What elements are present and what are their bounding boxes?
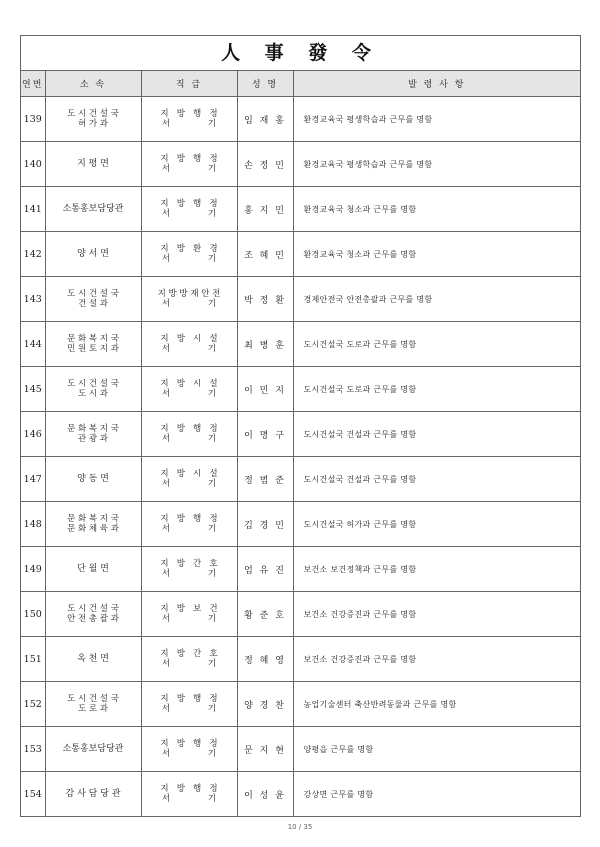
department-line: 도 시 건 설 국 <box>67 379 119 389</box>
department-line: 도 시 건 설 국 <box>67 694 119 704</box>
department-line: 문 화 복 지 국 <box>67 424 119 434</box>
row-order: 보건소 건강증진과 근무를 명함 <box>293 592 580 637</box>
row-rank <box>141 727 237 772</box>
row-order: 도시건설국 도로과 근무를 명함 <box>293 367 580 412</box>
row-department <box>45 277 141 322</box>
department-line: 문 화 체 육 과 <box>67 524 119 534</box>
department-line: 옥 천 면 <box>77 654 109 664</box>
department-line: 도 시 건 설 국 <box>67 109 119 119</box>
row-department <box>45 97 141 142</box>
department-line: 도 로 과 <box>77 704 109 714</box>
row-department <box>45 772 141 817</box>
row-name: 이 민 지 <box>237 367 293 412</box>
department-line: 건 설 과 <box>77 299 109 309</box>
rank-line: 지 방 환 경 <box>160 244 218 254</box>
row-number: 151 <box>21 637 45 682</box>
row-department <box>45 187 141 232</box>
rank-line: 지 방 시 설 <box>160 334 218 344</box>
row-name: 문 지 현 <box>237 727 293 772</box>
row-number: 141 <box>21 187 45 232</box>
row-rank <box>141 637 237 682</box>
rank-line: 지 방 행 정 <box>160 424 218 434</box>
rank-line: 지 방 보 건 <box>160 604 218 614</box>
row-number: 145 <box>21 367 45 412</box>
row-rank <box>141 277 237 322</box>
row-rank <box>141 97 237 142</box>
row-department <box>45 142 141 187</box>
row-department <box>45 547 141 592</box>
rank-line: 서 기 <box>161 524 217 534</box>
table-row <box>21 592 580 637</box>
table-row <box>21 637 580 682</box>
row-number: 139 <box>21 97 45 142</box>
row-rank <box>141 772 237 817</box>
row-rank <box>141 412 237 457</box>
row-number: 152 <box>21 682 45 727</box>
row-order: 경제안전국 안전총괄과 근무를 명함 <box>293 277 580 322</box>
row-rank <box>141 457 237 502</box>
rank-line: 지 방 간 호 <box>160 649 218 659</box>
row-rank <box>141 547 237 592</box>
rank-line: 서 기 <box>161 119 217 129</box>
row-order: 환경교육국 청소과 근무를 명함 <box>293 232 580 277</box>
row-number: 149 <box>21 547 45 592</box>
row-department <box>45 322 141 367</box>
department-line: 안 전 총 괄 과 <box>67 614 119 624</box>
table-row <box>21 727 580 772</box>
row-order: 보건소 건강증진과 근무를 명함 <box>293 637 580 682</box>
rank-line: 서 기 <box>161 659 217 669</box>
row-number: 146 <box>21 412 45 457</box>
row-rank <box>141 322 237 367</box>
rank-line: 서 기 <box>161 614 217 624</box>
row-department <box>45 592 141 637</box>
header-no: 연번 <box>21 71 45 97</box>
row-name: 임 재 홍 <box>237 97 293 142</box>
rank-line: 서 기 <box>161 749 217 759</box>
department-line: 도 시 과 <box>77 389 109 399</box>
row-order: 도시건설국 도로과 근무를 명함 <box>293 322 580 367</box>
row-name: 양 경 찬 <box>237 682 293 727</box>
row-name: 조 혜 민 <box>237 232 293 277</box>
row-order: 보건소 보건정책과 근무를 명함 <box>293 547 580 592</box>
rank-line: 서 기 <box>161 389 217 399</box>
personnel-order-document <box>20 35 581 817</box>
row-number: 143 <box>21 277 45 322</box>
rank-line: 지 방 행 정 <box>160 109 218 119</box>
table-row <box>21 367 580 412</box>
department-line: 소통홍보담당관 <box>62 744 124 754</box>
row-department <box>45 637 141 682</box>
table-row <box>21 772 580 817</box>
row-order: 도시건설국 건설과 근무를 명함 <box>293 457 580 502</box>
row-department <box>45 412 141 457</box>
department-line: 양 동 면 <box>77 474 109 484</box>
rank-line: 서 기 <box>161 434 217 444</box>
department-line: 도 시 건 설 국 <box>67 289 119 299</box>
rank-line: 지 방 방 재 안 전 <box>157 289 221 299</box>
row-order: 양평읍 근무를 명함 <box>293 727 580 772</box>
row-department <box>45 367 141 412</box>
rank-line: 서 기 <box>161 569 217 579</box>
row-department <box>45 502 141 547</box>
row-number: 140 <box>21 142 45 187</box>
rank-line: 지 방 행 정 <box>160 514 218 524</box>
rank-line: 서 기 <box>161 209 217 219</box>
row-order: 도시건설국 허가과 근무를 명함 <box>293 502 580 547</box>
row-number: 153 <box>21 727 45 772</box>
row-name: 손 정 민 <box>237 142 293 187</box>
department-line: 허 가 과 <box>77 119 109 129</box>
header-rank: 직 급 <box>141 71 237 97</box>
header-name: 성 명 <box>237 71 293 97</box>
header-dept: 소 속 <box>45 71 141 97</box>
row-department <box>45 682 141 727</box>
row-rank <box>141 367 237 412</box>
table-row <box>21 322 580 367</box>
department-line: 도 시 건 설 국 <box>67 604 119 614</box>
rank-line: 지 방 행 정 <box>160 199 218 209</box>
row-number: 142 <box>21 232 45 277</box>
table-header-row <box>21 71 580 97</box>
rank-line: 서 기 <box>161 704 217 714</box>
rank-line: 지 방 행 정 <box>160 739 218 749</box>
department-line: 문 화 복 지 국 <box>67 334 119 344</box>
row-number: 154 <box>21 772 45 817</box>
row-name: 홍 지 민 <box>237 187 293 232</box>
row-name: 황 준 호 <box>237 592 293 637</box>
row-number: 147 <box>21 457 45 502</box>
row-rank <box>141 502 237 547</box>
table-row <box>21 412 580 457</box>
row-order: 농업기술센터 축산반려동물과 근무를 명함 <box>293 682 580 727</box>
row-order: 환경교육국 청소과 근무를 명함 <box>293 187 580 232</box>
row-name: 이 성 윤 <box>237 772 293 817</box>
document-title: 人 事 發 令 <box>21 36 580 71</box>
row-name: 최 병 훈 <box>237 322 293 367</box>
row-rank <box>141 142 237 187</box>
table-row <box>21 682 580 727</box>
table-row <box>21 232 580 277</box>
table-row <box>21 457 580 502</box>
table-row <box>21 142 580 187</box>
row-number: 150 <box>21 592 45 637</box>
row-rank <box>141 232 237 277</box>
rank-line: 서 기 <box>161 299 217 309</box>
row-order: 도시건설국 건설과 근무를 명함 <box>293 412 580 457</box>
rank-line: 지 방 행 정 <box>160 694 218 704</box>
department-line: 소통홍보담당관 <box>62 204 124 214</box>
personnel-table <box>21 71 580 816</box>
rank-line: 지 방 시 설 <box>160 469 218 479</box>
row-number: 144 <box>21 322 45 367</box>
row-name: 엄 유 진 <box>237 547 293 592</box>
rank-line: 서 기 <box>161 794 217 804</box>
rank-line: 서 기 <box>161 344 217 354</box>
row-rank <box>141 592 237 637</box>
department-line: 단 월 면 <box>77 564 109 574</box>
department-line: 양 서 면 <box>77 249 109 259</box>
header-order: 발 령 사 항 <box>293 71 580 97</box>
row-department <box>45 457 141 502</box>
table-row <box>21 277 580 322</box>
row-order: 환경교육국 평생학습과 근무를 명함 <box>293 97 580 142</box>
row-department <box>45 727 141 772</box>
row-name: 정 범 준 <box>237 457 293 502</box>
rank-line: 지 방 시 설 <box>160 379 218 389</box>
department-line: 지 평 면 <box>77 159 109 169</box>
row-name: 정 혜 영 <box>237 637 293 682</box>
row-order: 강상면 근무를 명함 <box>293 772 580 817</box>
row-rank <box>141 187 237 232</box>
table-row <box>21 502 580 547</box>
table-row <box>21 97 580 142</box>
department-line: 관 광 과 <box>77 434 109 444</box>
row-name: 이 명 구 <box>237 412 293 457</box>
rank-line: 지 방 행 정 <box>160 154 218 164</box>
page-number: 10 / 35 <box>287 823 313 831</box>
rank-line: 지 방 행 정 <box>160 784 218 794</box>
department-line: 문 화 복 지 국 <box>67 514 119 524</box>
table-row <box>21 547 580 592</box>
department-line: 민 원 토 지 과 <box>67 344 119 354</box>
rank-line: 지 방 간 호 <box>160 559 218 569</box>
row-department <box>45 232 141 277</box>
rank-line: 서 기 <box>161 479 217 489</box>
row-order: 환경교육국 평생학습과 근무를 명함 <box>293 142 580 187</box>
rank-line: 서 기 <box>161 254 217 264</box>
row-name: 박 정 환 <box>237 277 293 322</box>
row-rank <box>141 682 237 727</box>
table-row <box>21 187 580 232</box>
rank-line: 서 기 <box>161 164 217 174</box>
department-line: 감 사 담 당 관 <box>65 789 121 799</box>
row-number: 148 <box>21 502 45 547</box>
row-name: 김 경 민 <box>237 502 293 547</box>
